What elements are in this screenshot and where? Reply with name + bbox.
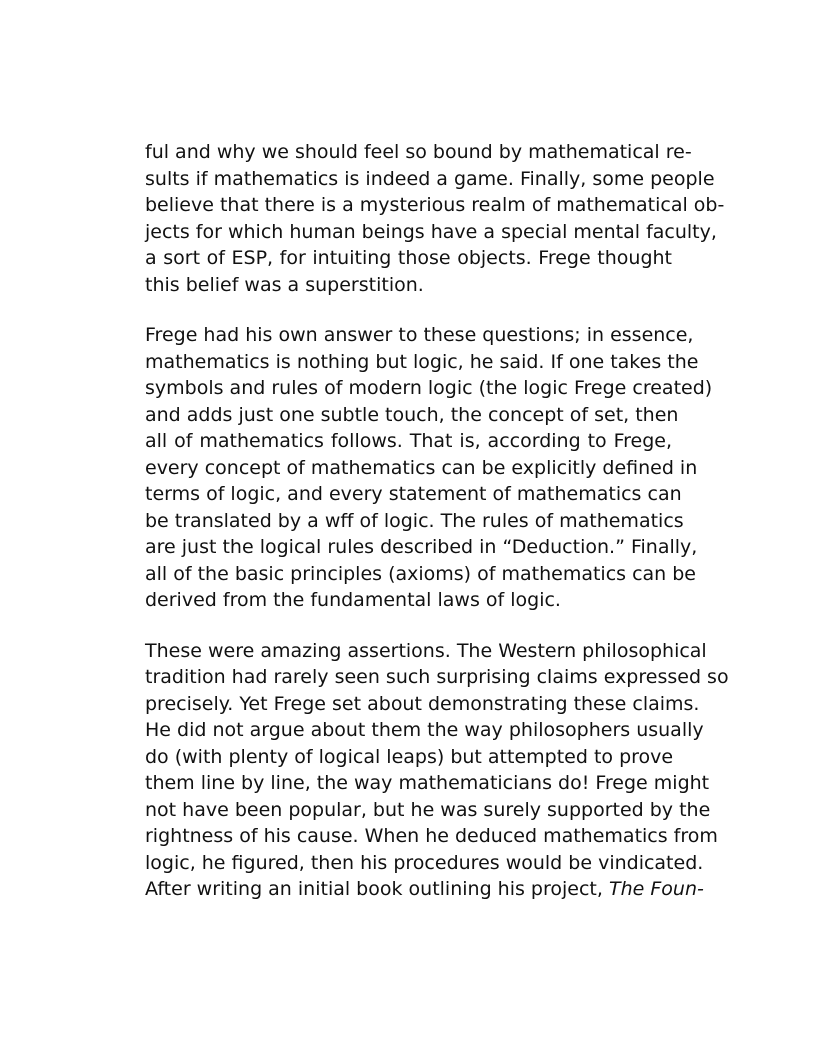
document-page: [145, 139, 729, 903]
text-line: [145, 587, 672, 614]
text-line: [145, 797, 711, 824]
text-line: [145, 717, 704, 744]
text-line: [145, 770, 710, 797]
text-line: [145, 638, 707, 665]
text-line: [145, 192, 725, 219]
text-line: [145, 428, 672, 455]
line-text: be translated by a wff of logic. The rules of mathematics: [145, 509, 684, 532]
line-text: ful and why we should feel so bound by mathematical re-: [145, 141, 692, 163]
text-line: [145, 272, 672, 299]
line-text: terms of logic, and every statement of mathematics can: [145, 483, 682, 505]
line-text: He did not argue about them the way philosophers usually: [145, 719, 704, 741]
line-text: These were amazing assertions. The Western philosophical: [145, 639, 707, 662]
text-line: [145, 322, 694, 349]
line-text: jects for which human beings have a special mental faculty,: [145, 220, 717, 243]
body-text: [145, 139, 729, 903]
text-line: [145, 139, 692, 166]
text-line: [145, 534, 698, 561]
text-line: [145, 823, 718, 850]
text-line: [145, 744, 672, 771]
text-line: [145, 561, 696, 588]
text-line: [145, 691, 700, 718]
paragraph: [145, 322, 713, 614]
text-line: [145, 455, 698, 482]
line-text: rightness of his cause. When he deduced mathematics from: [145, 825, 718, 847]
line-text: and adds just one subtle touch, the concept of set, then: [145, 403, 679, 426]
book-title-italic: The Foun-: [608, 878, 704, 900]
line-text: logic, he figured, then his procedures would be vindicated.: [145, 851, 704, 874]
line-text: not have been popular, but he was surely supported by the: [145, 798, 711, 821]
text-line: [145, 402, 679, 429]
line-text: them line by line, the way mathematicians do! Frege might: [145, 772, 710, 794]
line-text: Frege had his own answer to these questions; in essence,: [145, 324, 694, 346]
line-text: all of mathematics follows. That is, according to Frege,: [145, 430, 672, 452]
line-text: believe that there is a mysterious realm of mathematical ob-: [145, 194, 725, 216]
line-text: symbols and rules of modern logic (the logic Frege created): [145, 377, 713, 399]
line-text: precisely. Yet Frege set about demonstrating these claims.: [145, 692, 700, 715]
text-line: [145, 850, 704, 877]
text-line: [145, 349, 699, 376]
line-text: mathematics is nothing but logic, he said. If one takes the: [145, 350, 699, 373]
line-text: every concept of mathematics can be explicitly defined in: [145, 456, 698, 479]
paragraph: [145, 638, 729, 903]
text-line: [145, 876, 704, 903]
text-line: [145, 219, 717, 246]
line-text: After writing an initial book outlining his project,: [145, 878, 603, 900]
line-text: derived from the fundamental laws of logic.: [145, 589, 561, 611]
line-text: sults if mathematics is indeed a game. Finally, some people: [145, 167, 715, 190]
line-text: all of the basic principles (axioms) of mathematics can be: [145, 562, 696, 585]
text-line: [145, 166, 715, 193]
text-line: [145, 375, 713, 402]
text-line: [145, 508, 684, 535]
line-text: this belief was a superstition.: [145, 273, 424, 296]
paragraph: [145, 139, 725, 298]
line-text: do (with plenty of logical leaps) but attempted to prove: [145, 745, 674, 768]
line-text: tradition had rarely seen such surprising claims expressed so: [145, 666, 729, 688]
text-line: [145, 664, 729, 691]
text-line: [145, 481, 682, 508]
line-text: are just the logical rules described in “Deduction.” Finally,: [145, 536, 698, 558]
text-line: [145, 245, 672, 272]
line-text: a sort of ESP, for intuiting those objects. Frege thought: [145, 247, 672, 269]
